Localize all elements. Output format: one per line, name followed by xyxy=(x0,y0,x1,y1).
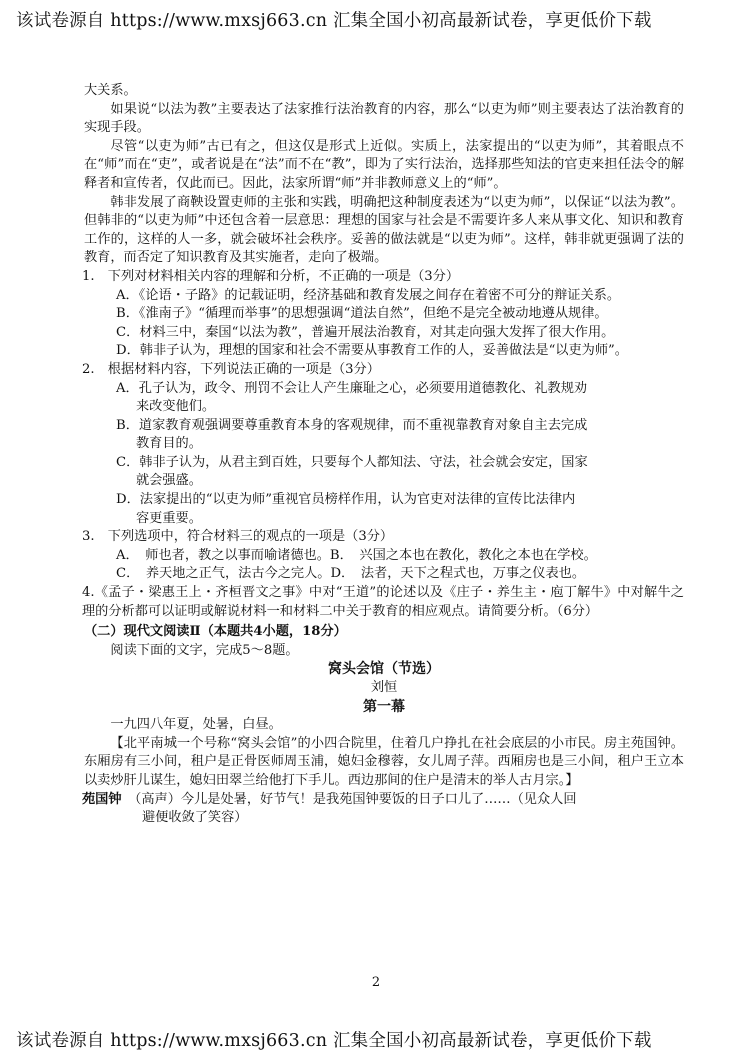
question-2-option-a-cont: 来改变他们。 xyxy=(136,399,216,415)
question-2-option-c: C．韩非子认为，从君主到百姓，只要每个人都知法、守法，社会就会安定，国家 xyxy=(116,454,588,470)
speech-text-cont: 避便收敛了笑容） xyxy=(142,810,248,826)
section-instruction: 阅读下面的文字，完成5～8题。 xyxy=(110,642,299,658)
question-3-options-ab: A． 师也者，教之以事而喻诸德也。B． 兴国之本也在教化，教化之本也在学校。 xyxy=(116,547,597,563)
question-3-stem: 3. 下列选项中，符合材料三的观点的一项是（3分） xyxy=(82,529,394,545)
question-1-option-d: D．韩非子认为，理想的国家和社会不需要从事教育工作的人，妥善做法是“以吏为师”。 xyxy=(116,343,628,359)
paragraph: 尽管“以吏为师”古已有之，但这仅是形式上近似。实质上，法家提出的“以吏为师”，其着眼点不在“师”而在“吏”，或者说是在“法”而不在“教”，即为了实行法治，选择那些知法的官吏来担任法令的解释者和宣传者，仅此而已。因此，法家所谓“师”并非教师意义上的“师”。 xyxy=(84,138,684,191)
play-title: 窝头会馆（节选） xyxy=(328,661,440,678)
source-banner-bottom: 该试卷源自 https://www.mxsj663.cn 汇集全国小初高最新试卷，享更低价下载 xyxy=(16,1031,652,1051)
question-2-option-b-cont: 教育目的。 xyxy=(136,436,202,452)
question-1-option-c: C．材料三中，秦国“以法为教”，普遍开展法治教育，对其走向强大发挥了很大作用。 xyxy=(116,324,615,340)
section-heading: （二）现代文阅读Ⅱ（本题共4小题，18分） xyxy=(84,624,347,640)
question-4-stem: 4.《孟子・梁惠王上・齐桓晋文之事》中对“王道”的论述以及《庄子・养生主・庖丁解牛》中对解牛之理的分析都可以证明或解说材料一和材料二中关于教育的相应观点。请简要分析。（6分） xyxy=(82,585,684,619)
question-1-option-b: B．《淮南子》“循理而举事”的思想强调“道法自然”，但绝不是完全被动地遵从规律。 xyxy=(116,306,608,322)
speech-text: （高声）今儿是处暑，好节气！是我苑国钟要饭的日子口儿了……（见众人回 xyxy=(121,791,577,807)
question-2-option-a: A．孔子认为，政令、刑罚不会让人产生廉耻之心，必须要用道德教化、礼教规劝 xyxy=(116,380,588,396)
question-2-stem: 2. 根据材料内容，下列说法正确的一项是（3分） xyxy=(82,361,380,377)
question-2-option-d-cont: 容更重要。 xyxy=(136,510,202,526)
question-2-option-c-cont: 就会强盛。 xyxy=(136,473,202,489)
page-number: 2 xyxy=(371,975,381,990)
source-banner-top: 该试卷源自 https://www.mxsj663.cn 汇集全国小初高最新试卷，享更低价下载 xyxy=(16,11,652,31)
question-2-option-d: D．法家提出的“以吏为师”重视官员榜样作用，认为官吏对法律的宣传比法律内 xyxy=(116,492,576,508)
paragraph: 大关系。 xyxy=(84,83,137,98)
question-1-stem: 1. 下列对材料相关内容的理解和分析，不正确的一项是（3分） xyxy=(82,268,460,284)
question-2-option-b: B．道家教育观强调要尊重教育本身的客观规律，而不重视靠教育对象自主去完成 xyxy=(116,417,588,433)
paragraph: 韩非发展了商鞅设置吏师的主张和实践，明确把这种制度表述为“以吏为师”，以保证“以法为教”。但韩非的“以吏为师”中还包含着一层意思：理想的国家与社会是不需要许多人来从事文化、知识和教育工作的，这样的人一多，就会破坏社会秩序。妥善的做法就是“以吏为师”。这样，韩非就更强调了法的教育，而否定了知识教育及其实施者，走向了极端。 xyxy=(84,194,684,266)
page-content xyxy=(84,82,684,828)
paragraph: 如果说“以法为教”主要表达了法家推行法治教育的内容，那么“以吏为师”则主要表达了法治教育的实现手段。 xyxy=(84,101,684,136)
scene-time: 一九四八年夏，处暑，白昼。 xyxy=(110,717,282,733)
question-1-option-a: A．《论语・子路》的记载证明，经济基础和教育发展之间存在着密不可分的辩证关系。 xyxy=(116,287,621,303)
dialogue-line xyxy=(82,791,684,810)
act-title: 第一幕 xyxy=(363,698,405,715)
speaker-name: 苑国钟 xyxy=(82,791,122,807)
stage-direction: 【北平南城一个号称“窝头会馆”的小四合院里，住着几户挣扎在社会底层的小市民。房主苑国钟。东厢房有三小间，租户是正骨医师周玉浦，媳妇金穆蓉，女儿周子萍。西厢房也是三小间，租户王立本以卖炒肝儿谋生，媳妇田翠兰给他打下手儿。西边那间的住户是清末的举人古月宗。】 xyxy=(84,735,684,788)
play-author: 刘恒 xyxy=(370,680,398,695)
question-3-options-cd: C． 养天地之正气，法古今之完人。D． 法者，天下之程式也，万事之仪表也。 xyxy=(116,566,586,582)
